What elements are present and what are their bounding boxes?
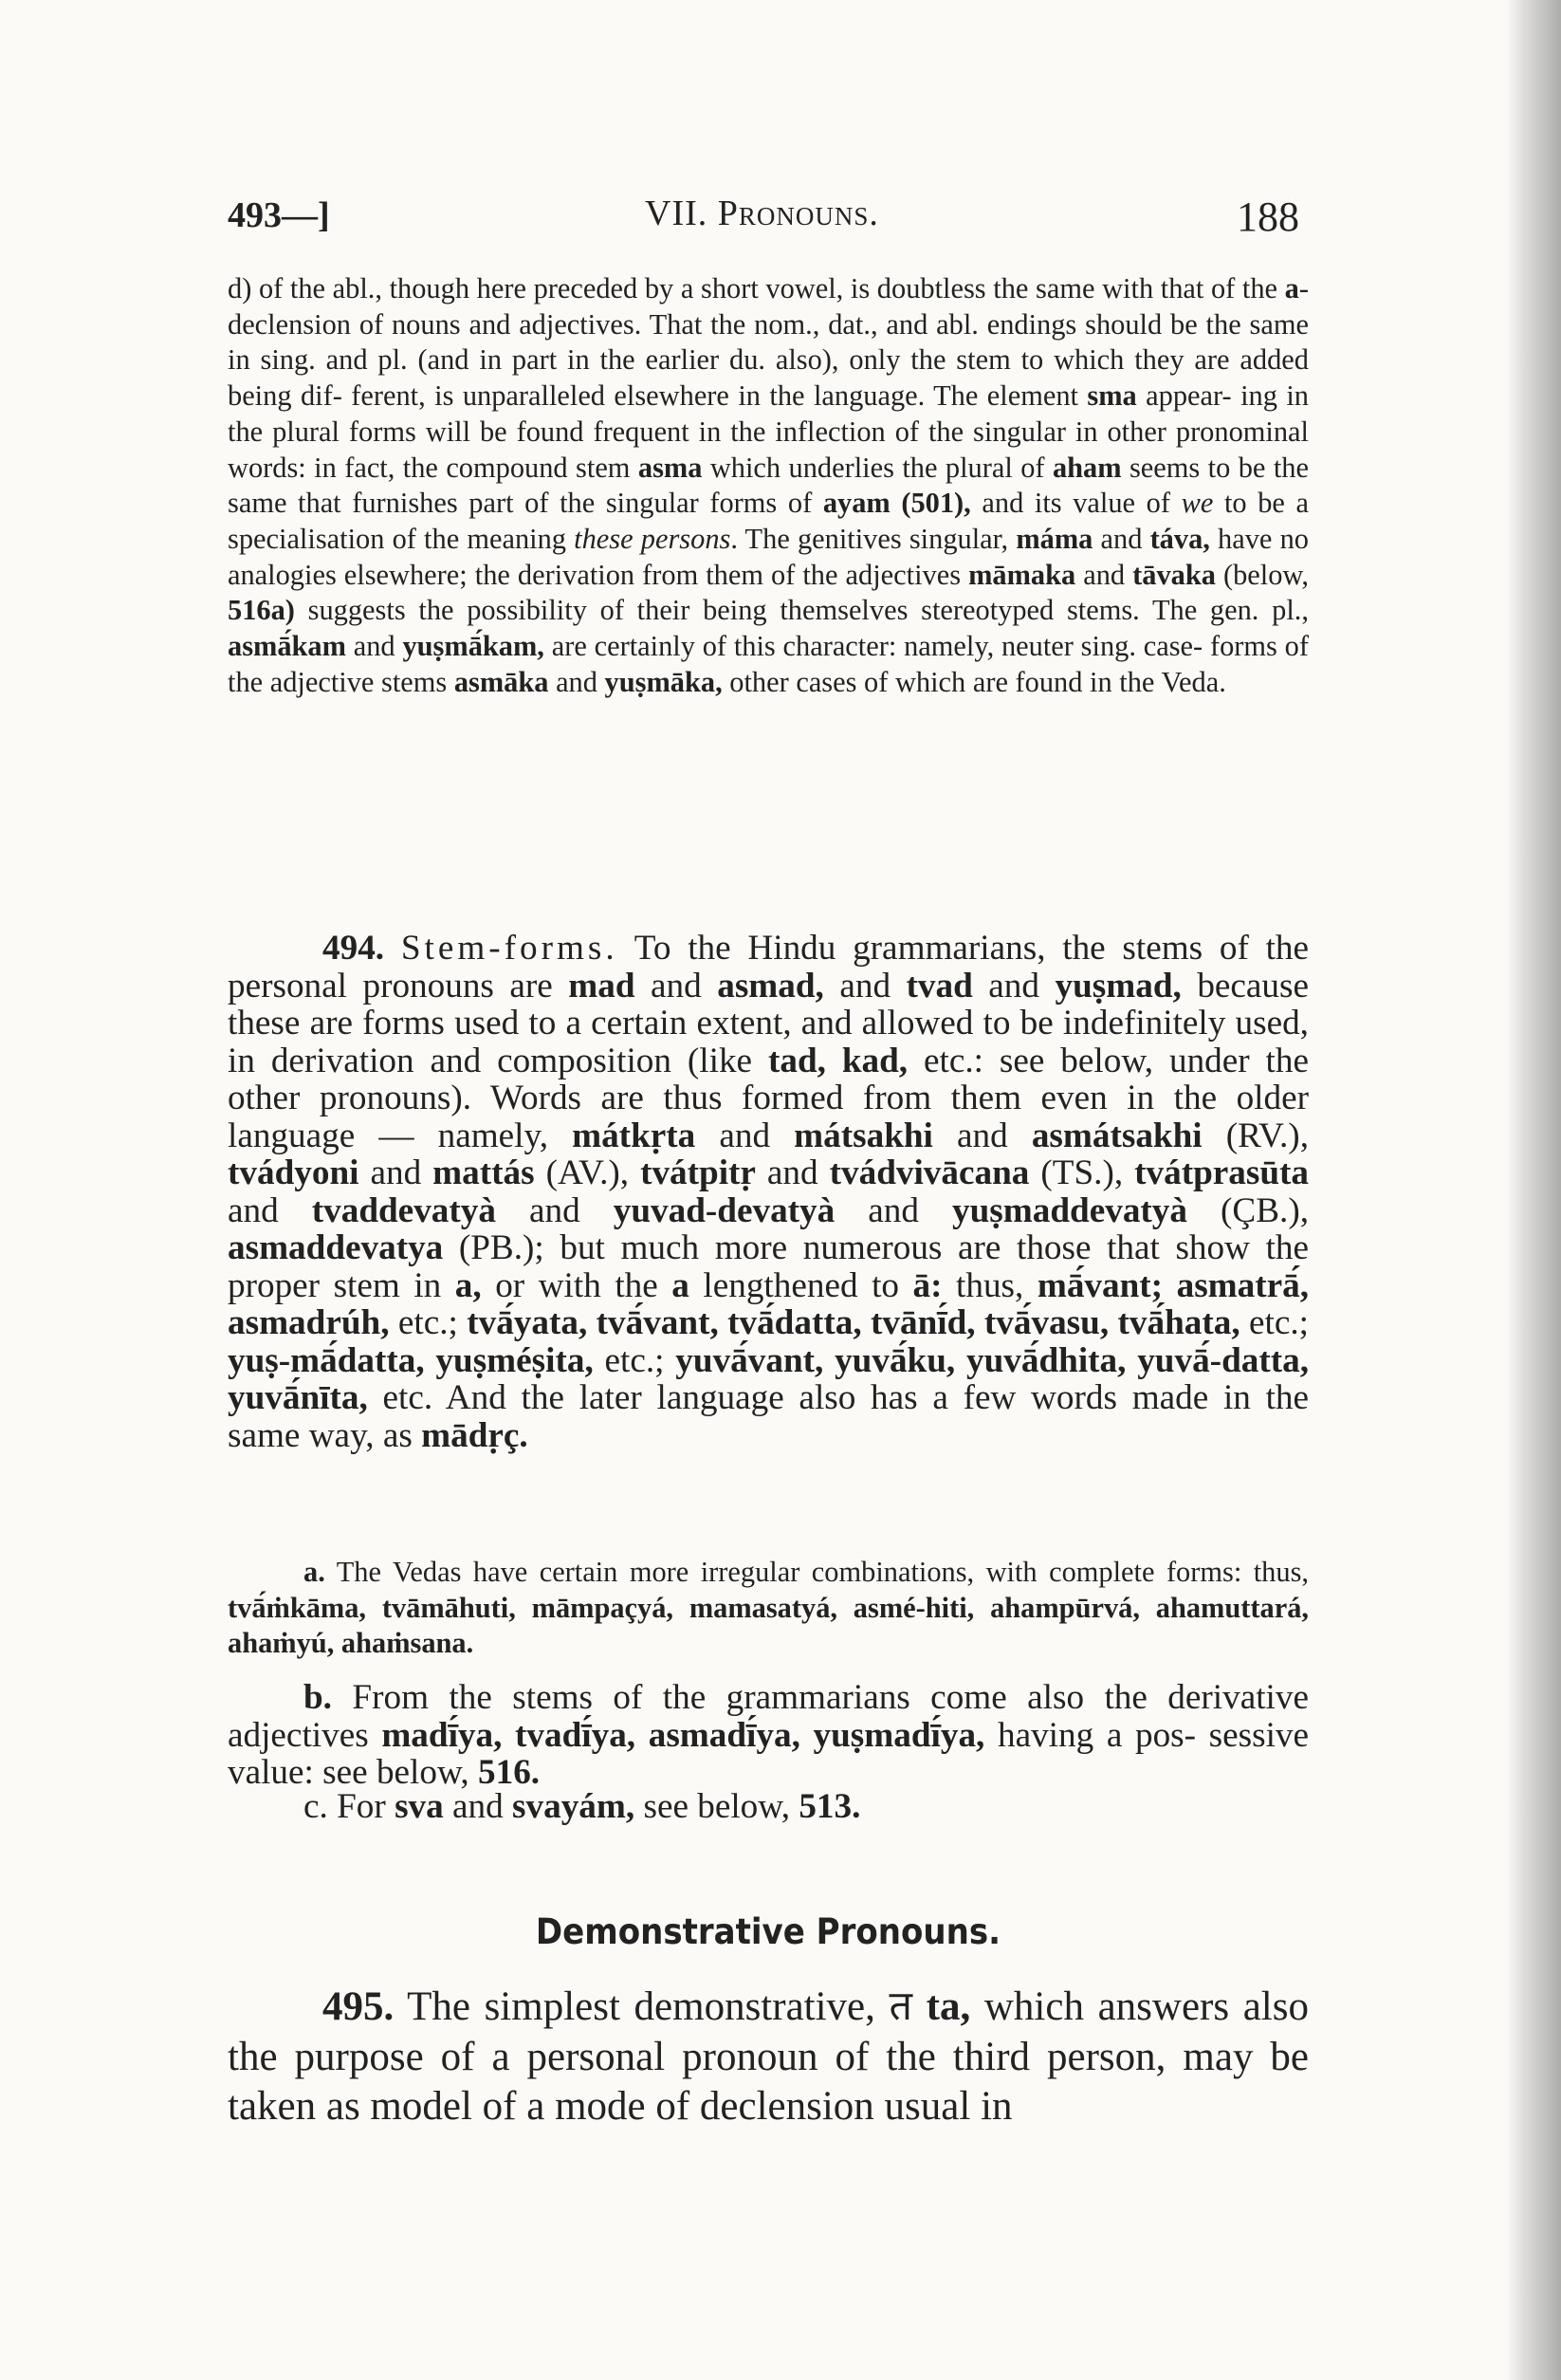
subparagraph-a: a. The Vedas have certain more irregular combinations, with complete forms: thus, tvā́ṁkāma, tvāmāhuti, māmpaçyá, mamasatyá, asmé-hiti, ahampūrvá, ahamuttará, ahaṁyú, ahaṁsana. <box>228 1556 1309 1660</box>
paragraph-493-continued: d) of the abl., though here preceded by a short vowel, is doubtless the same with that of the a-declension of nouns and adjectives. That the nom., dat., and abl. endings should be the same in sing. and pl. (and in part in the earlier du. also), only the stem to which they are added being dif- ferent, is unparalleled elsewhere in the language. The element sma appear- ing in the plural forms will be found frequent in the inflection of the singular in other pronominal words: in fact, the compound stem asma which underlies the plural of aham seems to be the same that furnishes part of the singular forms of ayam (501), and its value of we to be a specialisation of the meaning these persons. The genitives singular, máma and táva, have no analogies elsewhere; the derivation from them of the adjectives māmaka and tāvaka (below, 516a) suggests the possibility of their being themselves stereotyped stems. The gen. pl., asmā́kam and yuṣmā́kam, are certainly of this character: namely, neuter sing. case- forms of the adjective stems asmāka and yuṣmāka, other cases of which are found in the Veda. <box>228 272 1310 698</box>
devanagari-ta: त <box>889 1984 913 2029</box>
paragraph-number: 495. <box>322 1984 395 2029</box>
subparagraph-c: c. For sva and svayám, see below, 513. <box>303 1787 861 1826</box>
subparagraph-label: b. <box>303 1678 332 1717</box>
paragraph-number: 494. <box>322 929 385 968</box>
section-heading: Demonstrative Pronouns. <box>535 1911 1001 1952</box>
paragraph-495: 495. The simplest demonstrative, त ta, which answers also the purpose of a personal pronoun of the third person, may be taken as model of a mode of declension usual in <box>228 1984 1310 2129</box>
subparagraph-label: a. <box>303 1556 325 1588</box>
header-section-range: 493—] <box>228 195 330 235</box>
paragraph-494: 494. Stem-forms. To the Hindu grammarians, the stems of the personal pronouns are mad and asmad, and tvad and yuṣmad, because these are forms used to a certain extent, and allowed to be indefinitely used, in derivation and composition (like tad, kad, etc.: see below, under the other pronouns). Words are thus formed from them even in the older language — namely, mátkṛta and mátsakhi and asmátsakhi (RV.), tvádyoni and mattás (AV.), tvátpitṛ and tvádvivācana (TS.), tvátprasūta and tvaddevatyà and yuvad-devatyà and yuṣmaddevatyà (ÇB.), asmaddevatya (PB.); but much more numerous are those that show the proper stem in a, or with the a lengthened to ā: thus, mā́vant; asmatrā́, asmadrúh, etc.; tvā́yata, tvā́vant, tvā́datta, tvānī́d, tvā́vasu, tvā́hata, etc.; yuṣ-mā́datta, yuṣméṣita, etc.; yuvā́vant, yuvā́ku, yuvā́dhita, yuvā́-datta, yuvā́nīta, etc. And the later language also has a few words made in the same way, as mādṛç. <box>228 929 1310 1455</box>
paragraph-title: Stem-forms. <box>400 929 618 968</box>
subparagraph-label: c. <box>303 1787 328 1826</box>
running-header <box>228 183 1299 240</box>
scan-page-edge-shadow <box>1506 0 1561 2380</box>
header-page-number: 188 <box>1237 194 1299 240</box>
header-chapter-title: VII. Pronouns. <box>645 194 879 233</box>
subparagraph-b: b. From the stems of the grammarians come also the derivative adjectives madī́ya, tvadī́ya, asmadī́ya, yuṣmadī́ya, having a pos- sessive value: see below, 516. <box>228 1678 1310 1792</box>
